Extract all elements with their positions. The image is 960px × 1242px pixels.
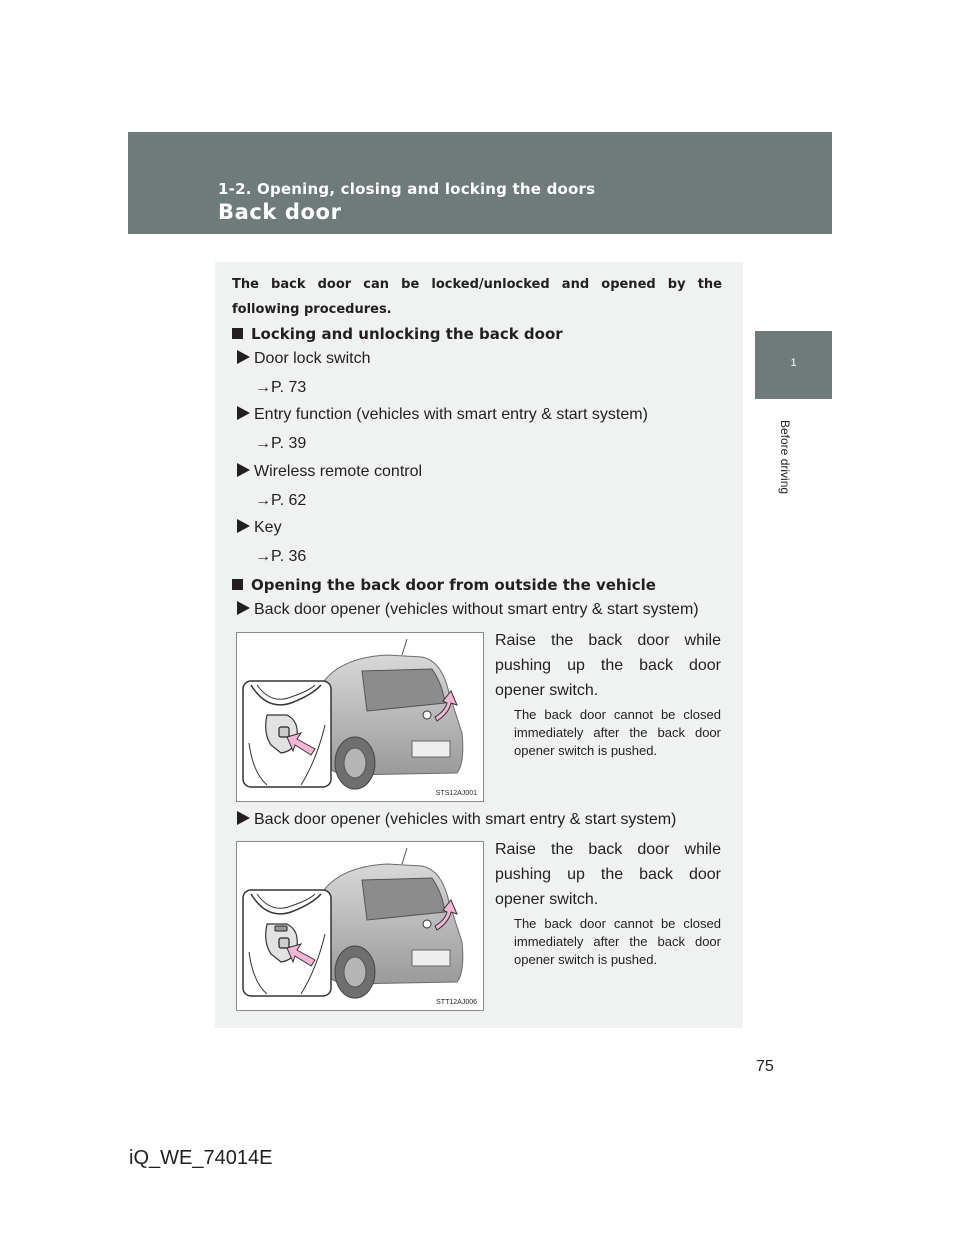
- triangle-bullet-icon: [237, 406, 250, 420]
- figure-code: STS12AJ001: [435, 790, 477, 797]
- page-reference: →P. 73: [255, 379, 307, 396]
- chapter-tab: [755, 331, 832, 399]
- document-code: iQ_WE_74014E: [129, 1147, 273, 1169]
- open-section-heading: Opening the back door from outside the vehicle: [232, 576, 656, 594]
- list-item: Wireless remote control: [237, 463, 422, 481]
- list-item: Back door opener (vehicles with smart entry & start system): [237, 811, 676, 829]
- figure-code: STT12AJ006: [436, 999, 477, 1006]
- note-text: The back door cannot be closed immediately after the back door opener switch is pushed.: [514, 916, 721, 967]
- page-number: 75: [756, 1058, 774, 1075]
- back-door-opener-illustration: [236, 632, 484, 802]
- intro-text: The back door can be locked/unlocked and opened by the following procedures.: [232, 277, 722, 317]
- page-reference: →P. 62: [255, 492, 307, 509]
- list-item: Entry function (vehicles with smart entry & start system): [237, 406, 648, 424]
- lock-section-heading: Locking and unlocking the back door: [232, 325, 563, 343]
- list-item: Door lock switch: [237, 350, 370, 368]
- list-item: Back door opener (vehicles without smart entry & start system): [237, 601, 699, 619]
- triangle-bullet-icon: [237, 811, 250, 825]
- page-reference: →P. 36: [255, 548, 307, 565]
- square-bullet-icon: [232, 579, 243, 590]
- chapter-number: 1: [790, 357, 797, 369]
- triangle-bullet-icon: [237, 350, 250, 364]
- car-rear-illustration: [237, 842, 484, 1011]
- square-bullet-icon: [232, 328, 243, 339]
- triangle-bullet-icon: [237, 463, 250, 477]
- list-item: Key: [237, 519, 282, 537]
- note-text: The back door cannot be closed immediately after the back door opener switch is pushed.: [514, 707, 721, 758]
- page-reference: →P. 39: [255, 435, 307, 452]
- back-door-opener-illustration: [236, 841, 484, 1011]
- car-rear-illustration: [237, 633, 484, 802]
- triangle-bullet-icon: [237, 601, 250, 615]
- page-title: Back door: [218, 200, 342, 224]
- description-text: Raise the back door while pushing up the back door opener switch.: [495, 632, 721, 699]
- triangle-bullet-icon: [237, 519, 250, 533]
- chapter-label: Before driving: [778, 420, 792, 495]
- section-title: 1-2. Opening, closing and locking the doors: [218, 180, 596, 198]
- description-text: Raise the back door while pushing up the back door opener switch.: [495, 841, 721, 908]
